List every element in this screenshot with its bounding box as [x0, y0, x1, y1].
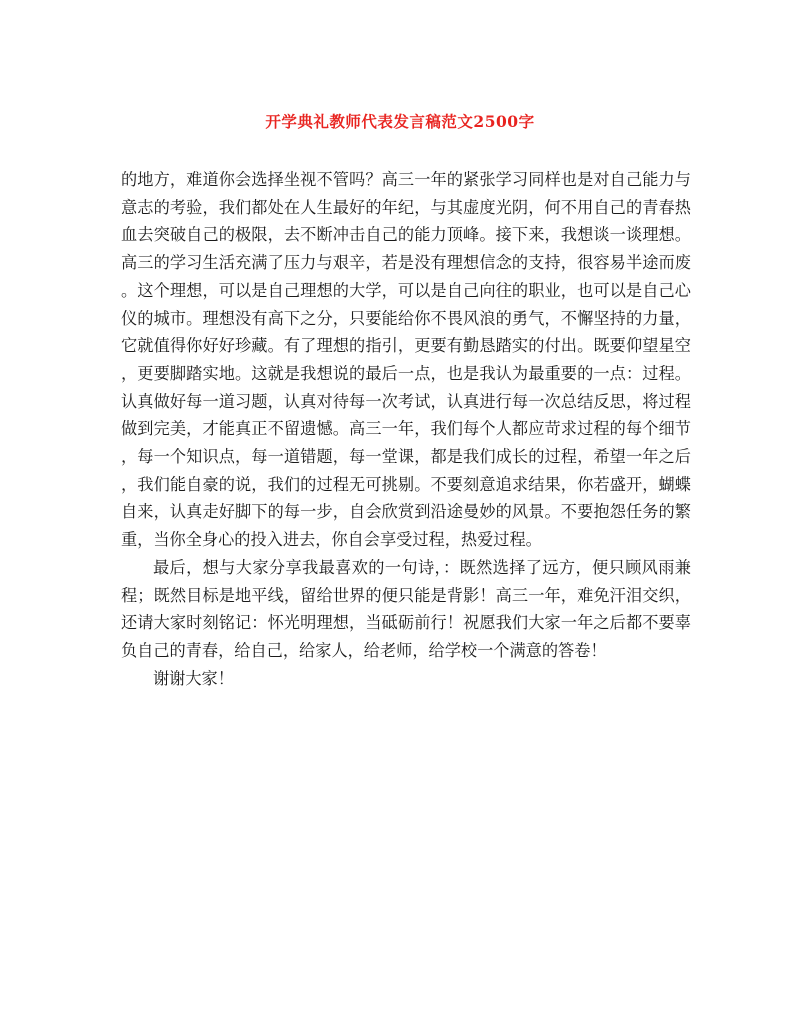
paragraph-1	[121, 166, 691, 554]
document-title: 开学典礼教师代表发言稿范文2500字	[265, 112, 535, 131]
text-line: ，我们能自豪的说，我们的过程无可挑剔。不要刻意追求结果，你若盛开，蝴蝶	[121, 474, 691, 494]
text-line: 的地方，难道你会选择坐视不管吗？高三一年的紧张学习同样也是对自己能力与	[121, 170, 691, 189]
text-line: 认真做好每一道习题，认真对待每一次考试，认真进行每一次总结反思，将过程	[121, 391, 691, 411]
text-line: 它就值得你好好珍藏。有了理想的指引，更要有勤恳踏实的付出。既要仰望星空	[121, 336, 691, 356]
text-line: ，更要脚踏实地。这就是我想说的最后一点，也是我认为最重要的一点：过程。	[121, 363, 691, 383]
text-line: 最后，想与大家分享我最喜欢的一句诗，：既然选择了远方，便只顾风雨兼	[153, 557, 691, 577]
text-line: 自来，认真走好脚下的每一步，自会欣赏到沿途曼妙的风景。不要抱怨任务的繁	[121, 502, 691, 522]
text-line: 负自己的青春，给自己，给家人，给老师，给学校一个满意的答卷！	[121, 640, 607, 660]
text-line: 仪的城市。理想没有高下之分，只要能给你不畏风浪的勇气，不懈坚持的力量，	[121, 308, 691, 328]
text-line: 还请大家时刻铭记：怀光明理想，当砥砺前行！祝愿我们大家一年之后都不要辜	[121, 613, 691, 633]
paragraph-3	[121, 665, 691, 693]
text-line: 做到完美，才能真正不留遗憾。高三一年，我们每个人都应苛求过程的每个细节	[121, 419, 691, 439]
text-line: 高三的学习生活充满了压力与艰辛，若是没有理想信念的支持，很容易半途而废	[121, 253, 691, 273]
document-body	[121, 166, 691, 692]
text-line: 重，当你全身心的投入进去，你自会享受过程，热爱过程。	[121, 530, 542, 550]
text-line: 谢谢大家！	[153, 668, 234, 688]
text-line: ，每一个知识点，每一道错题，每一堂课，都是我们成长的过程，希望一年之后	[121, 447, 691, 467]
text-line: 意志的考验，我们都处在人生最好的年纪，与其虚度光阴，何不用自己的青春热	[121, 197, 691, 217]
text-line: 程；既然目标是地平线，留给世界的便只能是背影！高三一年，难免汗泪交织，	[121, 585, 691, 605]
paragraph-2	[121, 554, 691, 665]
text-line: 血去突破自己的极限，去不断冲击自己的能力顶峰。接下来，我想谈一谈理想。	[121, 225, 691, 245]
text-line: 。这个理想，可以是自己理想的大学，可以是自己向往的职业，也可以是自己心	[121, 280, 691, 300]
